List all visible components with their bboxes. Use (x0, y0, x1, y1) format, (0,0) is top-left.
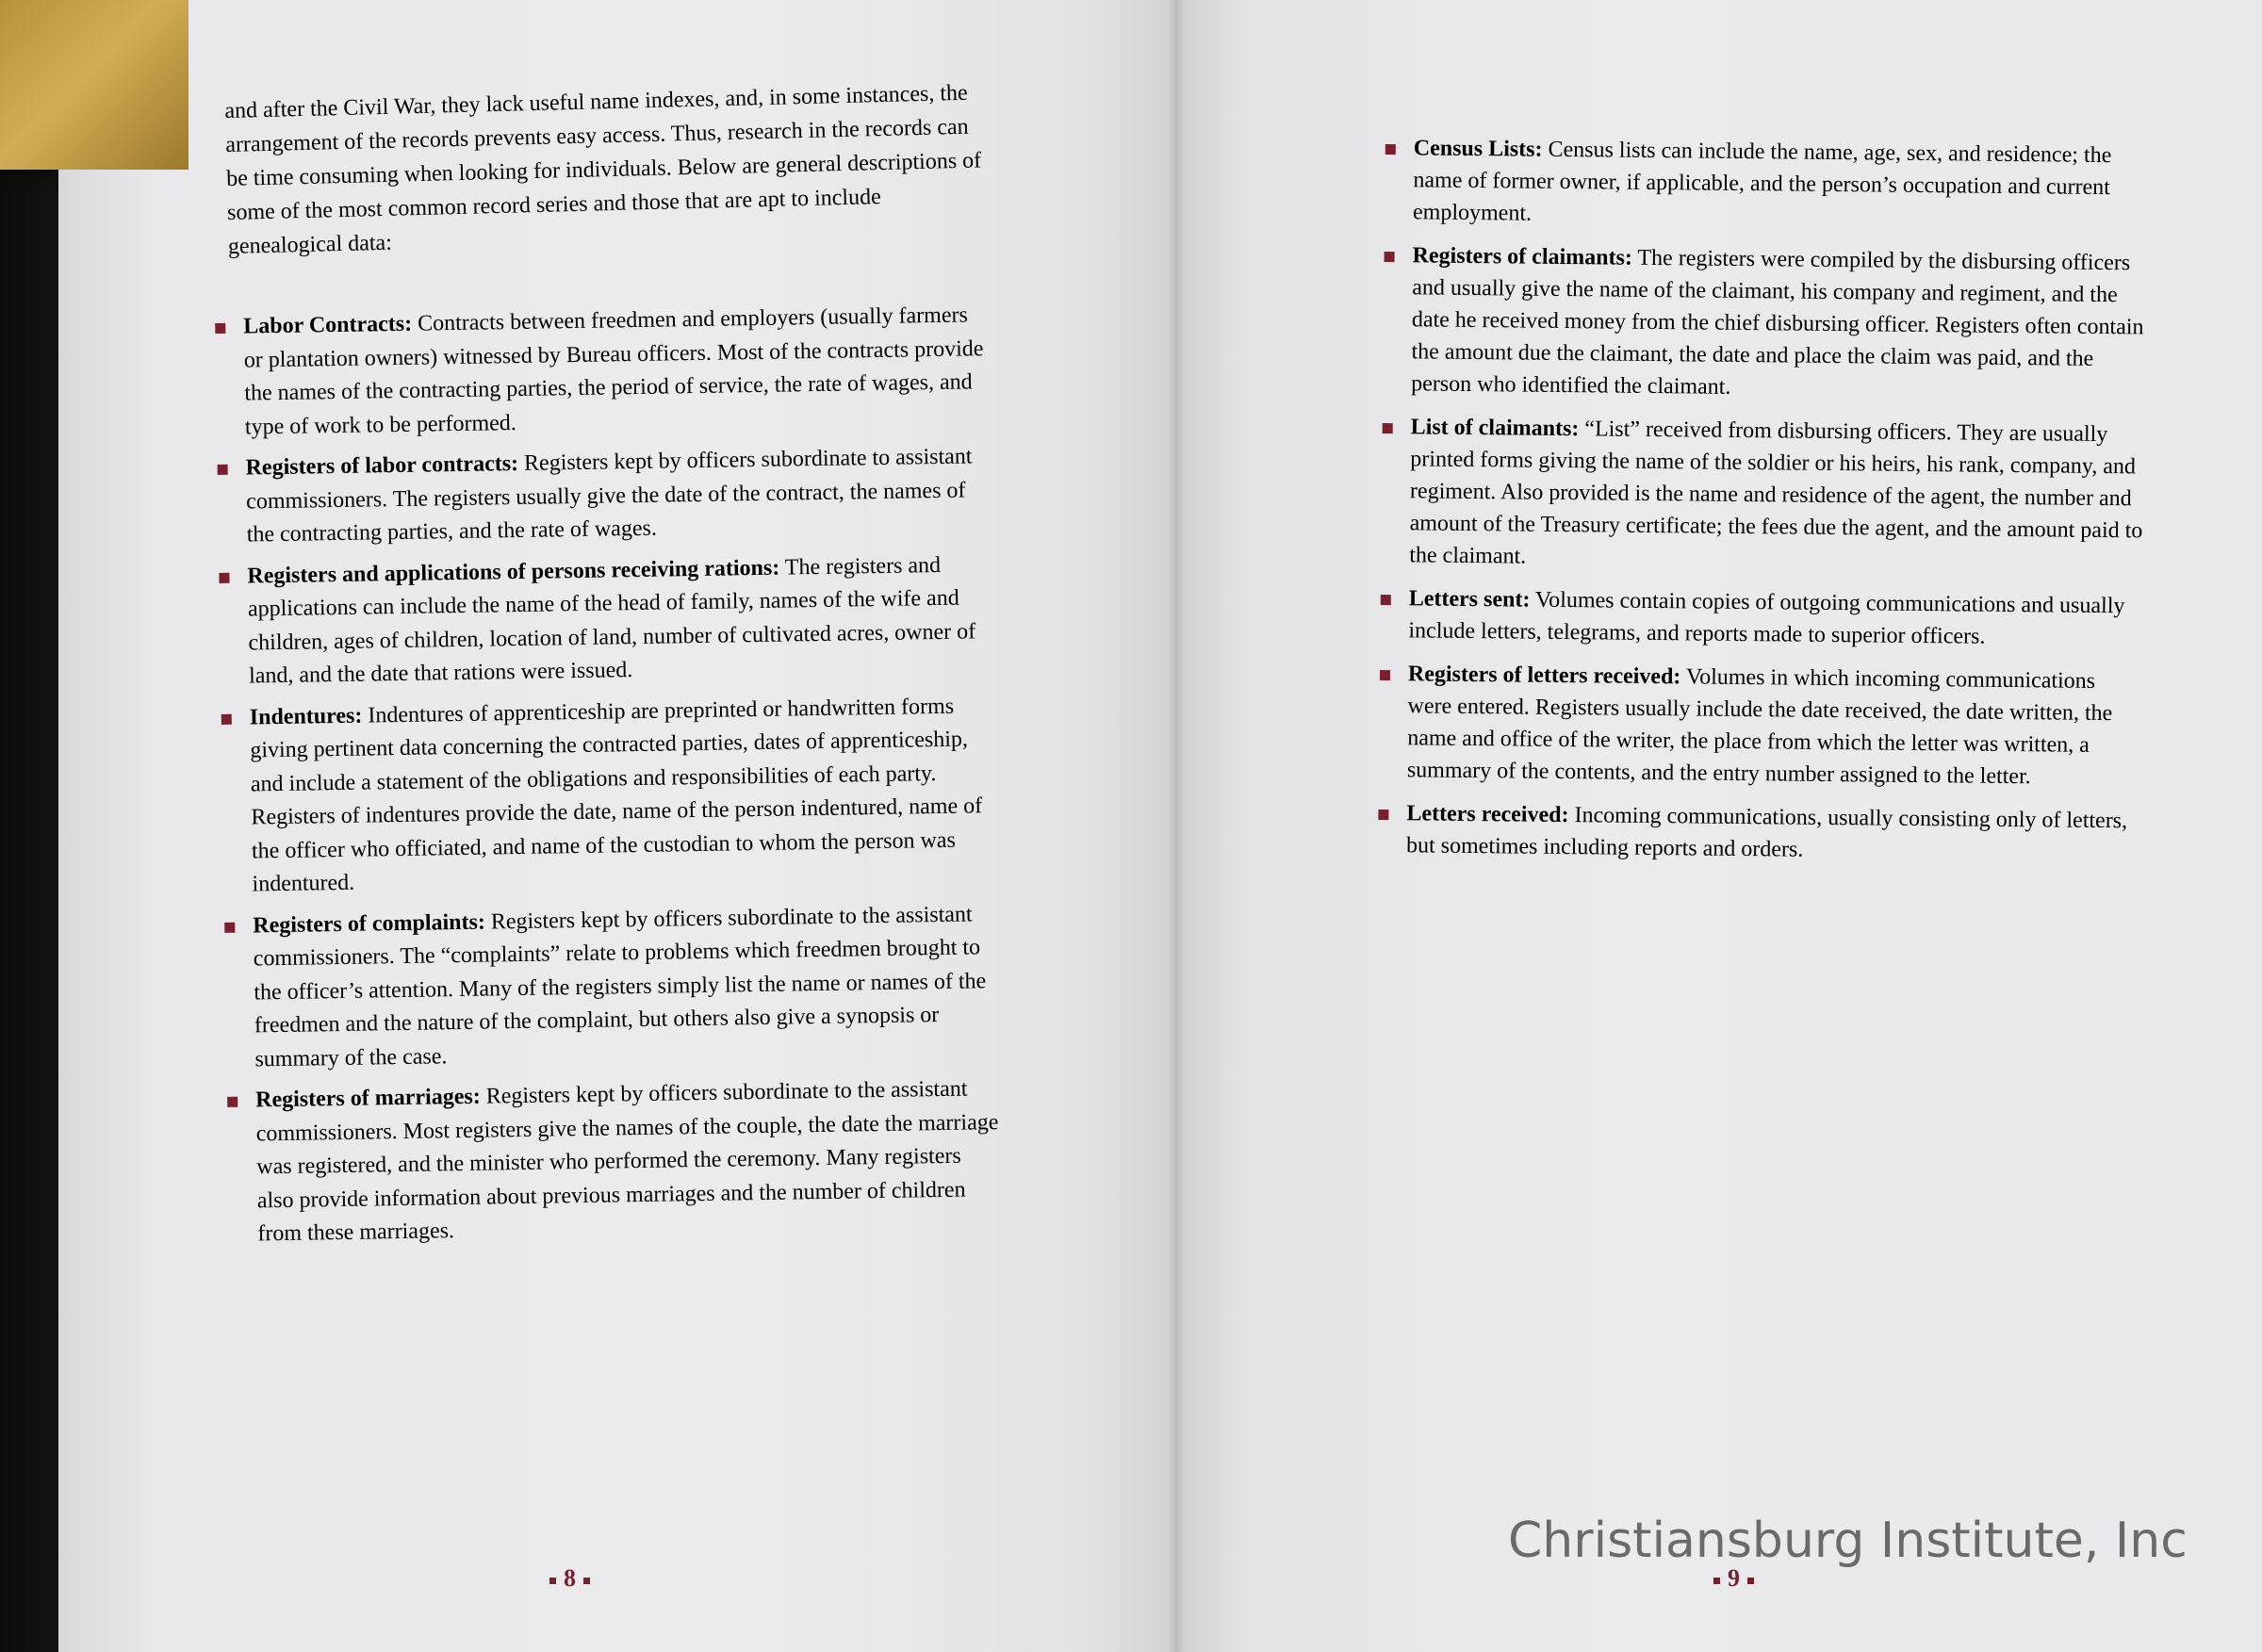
list-item (1381, 411, 2146, 579)
list-item (217, 440, 992, 552)
entry-text: Contracts between freedmen and employers (usually farmers or plantation owners) witnessed by Bureau officers. Most of the contracts provide the names of the contracting parties, the period of service, the rate of wages, and type of work to be performed. (243, 303, 984, 440)
bullet-square-icon (224, 922, 235, 932)
list-item (219, 548, 993, 695)
page-number-left (542, 1564, 598, 1593)
bullet-square-icon (221, 713, 232, 724)
entry-term: Registers of claimants: (1412, 243, 1633, 270)
bullet-square-icon (1380, 670, 1390, 680)
bullet-square-icon (1385, 144, 1396, 155)
page-number-value: 8 (564, 1564, 576, 1592)
list-item (227, 1072, 1003, 1251)
entry-term: Registers of marriages: (254, 1084, 481, 1113)
watermark-text: Christiansburg Institute, Inc (1508, 1513, 2188, 1569)
bullet-square-icon (227, 1097, 238, 1107)
bullet-square-icon (549, 1578, 556, 1584)
right-entry-list (1378, 132, 2149, 880)
page-number-value: 9 (1728, 1564, 1740, 1592)
intro-paragraph: and after the Civil War, they lack useful name indexes, and, in some instances, the arrangement of the records prevents easy access. Thus, research in the records can be time consuming when looking for individuals. Below are general descriptions of some of the most common record series and those that are apt to include genealogical data: (224, 80, 982, 259)
entry-term: Letters sent: (1408, 586, 1531, 613)
list-item (1379, 658, 2143, 793)
bullet-square-icon (1713, 1578, 1720, 1584)
entry-text: Incoming communications, usually consisting only of letters, but sometimes including reports and orders. (1405, 803, 2128, 862)
entry-term: List of claimants: (1410, 415, 1580, 442)
bullet-square-icon (219, 572, 229, 582)
entry-text: The registers and applications can include the name of the head of family, names of the wife and children, ages of children, location of land, number of cultivated acres, owner of land, and the date that rations were issued. (247, 552, 976, 689)
bullet-square-icon (1381, 595, 1391, 605)
entry-text: Census lists can include the name, age, sex, and residence; the name of former owner, if applicable, and the person’s occupation and current employment. (1412, 137, 2112, 226)
book-gutter (1169, 0, 1184, 1652)
bullet-square-icon (218, 465, 228, 475)
entry-text: Indentures of apprenticeship are preprinted or handwritten forms giving pertinent data concerning the contracted parties, dates of apprenticeship, and include a statement of the obligations and responsibilities of each party. Registers of indentures provide the date, name of the person indentured, name of the officer who officiated, and name of the custodian to whom the person was indentured. (250, 694, 983, 897)
entry-text: The registers were compiled by the disbursing officers and usually give the name of the claimant, his company and regiment, and the date he received money from the chief disbursing officer. Registers often contain the amount due the claimant, the date and place the claim was paid, and the person who identified the claimant. (1411, 245, 2144, 400)
entry-text: Volumes contain copies of outgoing communications and usually include letters, telegrams, and reports made to superior officers. (1408, 587, 2125, 649)
list-item (1385, 132, 2149, 236)
entry-text: Registers kept by officers subordinate to the assistant commissioners. The “complaints” relate to problems which freedmen brought to the officer’s attention. Many of the registers simply list the name or names of the freedmen and the nature of the complaint, but others also give a synopsis or summary of the case. (253, 901, 987, 1071)
left-entry-list (215, 299, 1003, 1259)
bullet-square-icon (1383, 423, 1393, 433)
bullet-square-icon (583, 1578, 590, 1584)
list-item (215, 299, 990, 445)
bullet-square-icon (215, 323, 225, 334)
list-item (1383, 239, 2148, 407)
gold-book-edge (0, 0, 188, 170)
entry-term: Registers of labor contracts: (245, 450, 519, 481)
bullet-square-icon (1747, 1578, 1754, 1584)
entry-text: Registers kept by officers subordinate to assistant commissioners. The registers usually give the date of the contract, the names of the contracting parties, and the rate of wages. (245, 444, 973, 548)
bullet-square-icon (1385, 252, 1395, 262)
entry-term: Letters received: (1406, 801, 1569, 828)
entry-text: “List” received from disbursing officers. They are usually printed forms giving the name of the soldier or his heirs, his rank, company, and regiment. Also provided is the name and residence of the agent, the number and amount of the Treasury certificate; the fees due the agent, and the amount paid to the claimant. (1409, 417, 2143, 569)
entry-term: Indentures: (249, 703, 363, 729)
entry-term: Registers of letters received: (1407, 662, 1681, 690)
entry-term: Census Lists: (1413, 136, 1543, 162)
bullet-square-icon (1378, 810, 1388, 820)
list-item (221, 690, 997, 903)
entry-term: Labor Contracts: (243, 311, 413, 339)
entry-text: Registers kept by officers subordinate to the assistant commissioners. Most registers give the names of the couple, the date the marriage was registered, and the minister who performed the ceremony. Many registers also provide information about previous marriages and the number of children from these marriages. (255, 1076, 999, 1247)
list-item (1378, 797, 2142, 869)
entry-text: Volumes in which incoming communications were entered. Registers usually include the date received, the date written, the name and office of the writer, the place from which the letter was written, a summary of the contents, and the entry number assigned to the letter. (1406, 664, 2113, 790)
entry-term: Registers of complaints: (253, 909, 486, 938)
list-item (224, 898, 1000, 1077)
list-item (1380, 582, 2144, 654)
entry-term: Registers and applications of persons receiving rations: (247, 555, 780, 588)
